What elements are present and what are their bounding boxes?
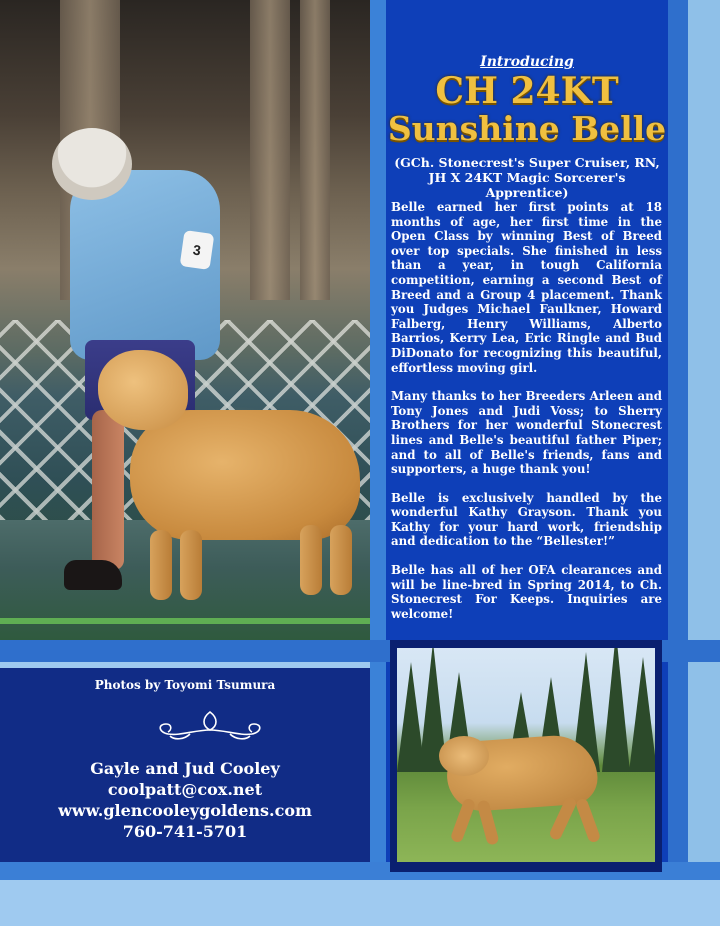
owner-names: Gayle and Jud Cooley [90,759,280,778]
phone-number: 760-741-5701 [122,822,248,841]
gaiting-dog-leg [575,797,602,843]
gaiting-dog-leg [450,797,477,843]
dog-leg [180,530,202,600]
paragraph: Belle is exclusively handled by the wonderful Kathy Grayson. Thank you Kathy for your hard work, friendship and dedication to the “Bellester!” [391,490,662,549]
horizontal-band [0,880,720,926]
tree [629,657,655,772]
dog-leg [150,530,172,600]
paragraph: Belle earned her first points at 18 months of age, her first time in the Open Class by winning Best of Breed over top specials. She finished in less than a year, in tough California competition, earning a second Best of Breed and a Group 4 placement. Thank you Judges Michael Faulkner, Howard Falberg, Henry Williams, Alberto Barrios, Kerry Lea, Eric Ringle and Bud DiDonato for recognizing this beautiful, effortless moving girl. [391,200,662,375]
ring-mat-line [0,618,370,624]
armband-number: 3 [192,241,202,259]
inset-photo [397,648,655,862]
title-line-1: CH 24KT [435,70,619,112]
dog-leg [330,525,352,595]
pedigree-text: (GCh. Stonecrest's Super Cruiser, RN, JH X 24KT Magic Sorcerer's Apprentice) [394,155,660,200]
handler-armband [180,230,215,270]
photo-credit: Photos by Toyomi Tsumura [94,678,276,692]
contact-block [0,758,370,842]
email-link[interactable]: coolpatt@cox.net [107,780,263,799]
tree [602,648,630,772]
dog-body [130,410,360,540]
dog-leg [300,525,322,595]
show-photo [0,0,370,640]
accent-strip [668,0,688,926]
dog-head [98,350,188,430]
handler-shoe [64,560,122,590]
website-link[interactable]: www.glencooleygoldens.com [58,801,312,820]
handler-head [52,128,132,200]
horizontal-band [0,662,370,668]
intro-label: Introducing [480,54,574,70]
page-title [386,72,668,148]
background-pillar [300,0,330,300]
accent-strip [370,0,386,926]
body-text [391,200,662,635]
gaiting-dog-head [439,736,489,776]
background-pillar [250,0,290,300]
flourish-ornament-icon [150,706,270,746]
title-line-2: Sunshine Belle [387,109,667,148]
handler-leg [92,410,124,570]
paragraph: Belle has all of her OFA clearances and will be line-bred in Spring 2014, to Ch. Stonecrest For Keeps. Inquiries are welcome! [391,563,662,621]
paragraph: Many thanks to her Breeders Arleen and Tony Jones and Judi Voss; to Sherry Brothers for her wonderful Stonecrest lines and Belle's beautiful father Piper; and to all of Belle's friends, fans and supporters, a huge thank you! [391,389,662,477]
accent-strip [688,0,720,926]
